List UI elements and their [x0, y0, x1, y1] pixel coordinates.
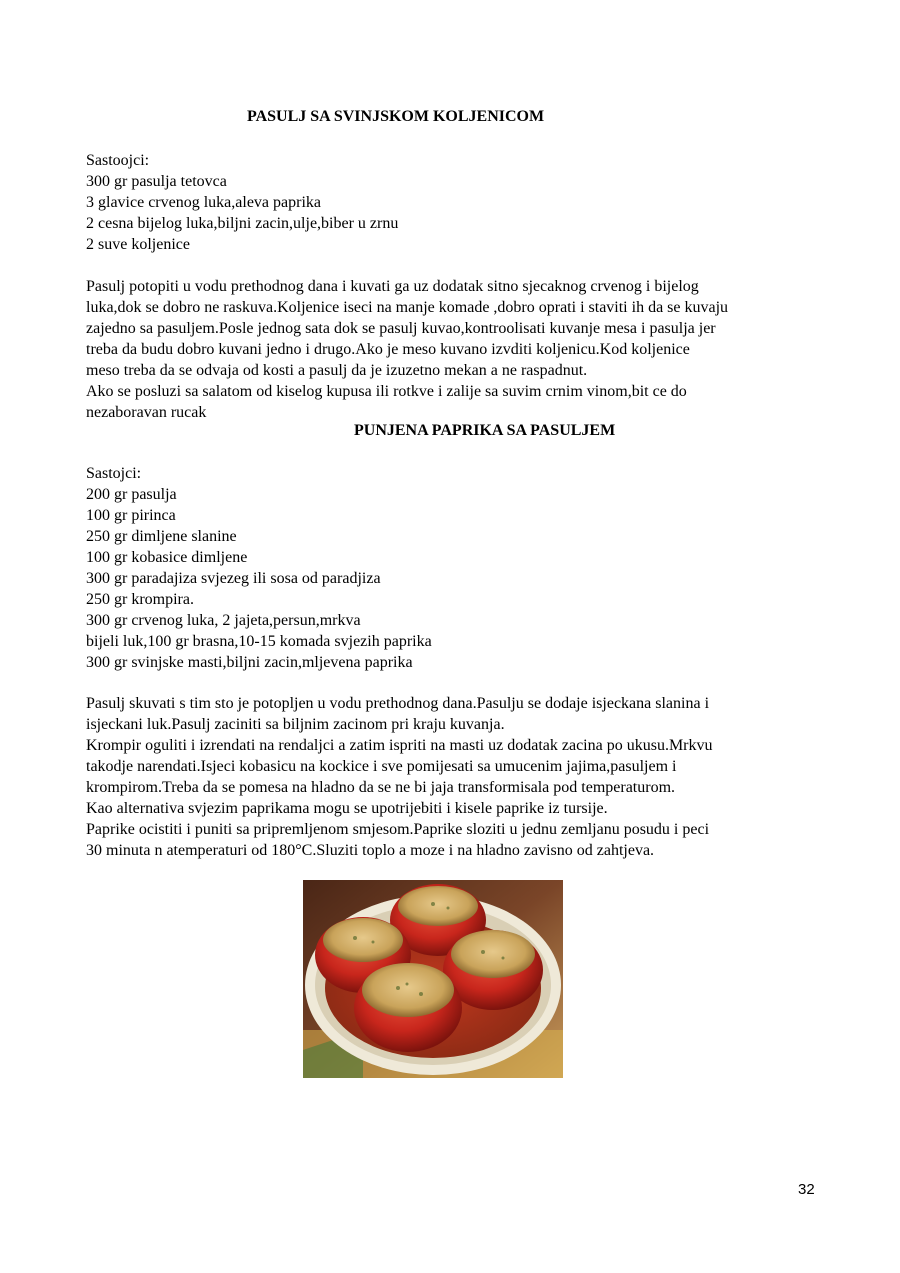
recipe-1-ingredients-label: Sastoojci:	[86, 152, 150, 169]
ingredient-line: 2 cesna bijelog luka,biljni zacin,ulje,biber u zrnu	[86, 215, 399, 232]
instruction-line: 30 minuta n atemperaturi od 180°C.Sluziti toplo a moze i na hladno zavisno od zahtjeva.	[86, 842, 655, 859]
instruction-line: treba da budu dobro kuvani jedno i drugo.Ako je meso kuvano izvditi koljenicu.Kod koljenice	[86, 341, 690, 358]
ingredient-line: 3 glavice crvenog luka,aleva paprika	[86, 194, 321, 211]
ingredient-line: 250 gr krompira.	[86, 591, 194, 608]
ingredient-line: 250 gr dimljene slanine	[86, 528, 237, 545]
ingredient-line: 300 gr paradajiza svjezeg ili sosa od paradjiza	[86, 570, 381, 587]
instruction-line: luka,dok se dobro ne raskuva.Koljenice iseci na manje komade ,dobro oprati i staviti ih da se kuvaju	[86, 299, 729, 316]
stuffed-peppers-photo	[303, 880, 563, 1078]
ingredient-line: 300 gr crvenog luka, 2 jajeta,persun,mrkva	[86, 612, 361, 629]
ingredient-line: 100 gr pirinca	[86, 507, 176, 524]
page-number: 32	[798, 1181, 815, 1198]
ingredient-line: bijeli luk,100 gr brasna,10-15 komada svjezih paprika	[86, 633, 432, 650]
instruction-line: Ako se posluzi sa salatom od kiselog kupusa ili rotkve i zalije sa suvim crnim vinom,bit ce do	[86, 383, 687, 400]
instruction-line: Krompir oguliti i izrendati na rendaljci a zatim ispriti na masti uz dodatak zacina po ukusu.Mrkvu	[86, 737, 713, 754]
recipe-2-title: PUNJENA PAPRIKA SA PASULJEM	[354, 422, 616, 439]
ingredient-line: 300 gr pasulja tetovca	[86, 173, 227, 190]
instruction-line: Kao alternativa svjezim paprikama mogu se upotrijebiti i kisele paprike iz tursije.	[86, 800, 608, 817]
ingredient-line: 200 gr pasulja	[86, 486, 177, 503]
instruction-line: Pasulj potopiti u vodu prethodnog dana i kuvati ga uz dodatak sitno sjecaknog crvenog i bijelog	[86, 278, 699, 295]
stuffed-peppers-illustration	[303, 880, 563, 1078]
instruction-line: takodje narendati.Isjeci kobasicu na kockice i sve pomijesati sa umucenim jajima,pasuljem i	[86, 758, 677, 775]
recipe-1-title: PASULJ SA SVINJSKOM KOLJENICOM	[247, 108, 545, 125]
instruction-line: zajedno sa pasuljem.Posle jednog sata dok se pasulj kuvao,kontroolisati kuvanje mesa i pasulja jer	[86, 320, 716, 337]
instruction-line: Pasulj skuvati s tim sto je potopljen u vodu prethodnog dana.Pasulju se dodaje isjeckana slanina i	[86, 695, 710, 712]
ingredient-line: 300 gr svinjske masti,biljni zacin,mljevena paprika	[86, 654, 413, 671]
instruction-line: meso treba da se odvaja od kosti a pasulj da je izuzetno mekan a ne raspadnut.	[86, 362, 588, 379]
ingredient-line: 100 gr kobasice dimljene	[86, 549, 248, 566]
recipe-2-ingredients-label: Sastojci:	[86, 465, 142, 482]
ingredient-line: 2 suve koljenice	[86, 236, 190, 253]
instruction-line: isjeckani luk.Pasulj zaciniti sa biljnim zacinom pri kraju kuvanja.	[86, 716, 505, 733]
instruction-line: nezaboravan rucak	[86, 404, 207, 421]
instruction-line: krompirom.Treba da se pomesa na hladno da se ne bi jaja transformisala pod temperaturom.	[86, 779, 676, 796]
instruction-line: Paprike ocistiti i puniti sa pripremljenom smjesom.Paprike sloziti u jednu zemljanu posudu i peci	[86, 821, 710, 838]
